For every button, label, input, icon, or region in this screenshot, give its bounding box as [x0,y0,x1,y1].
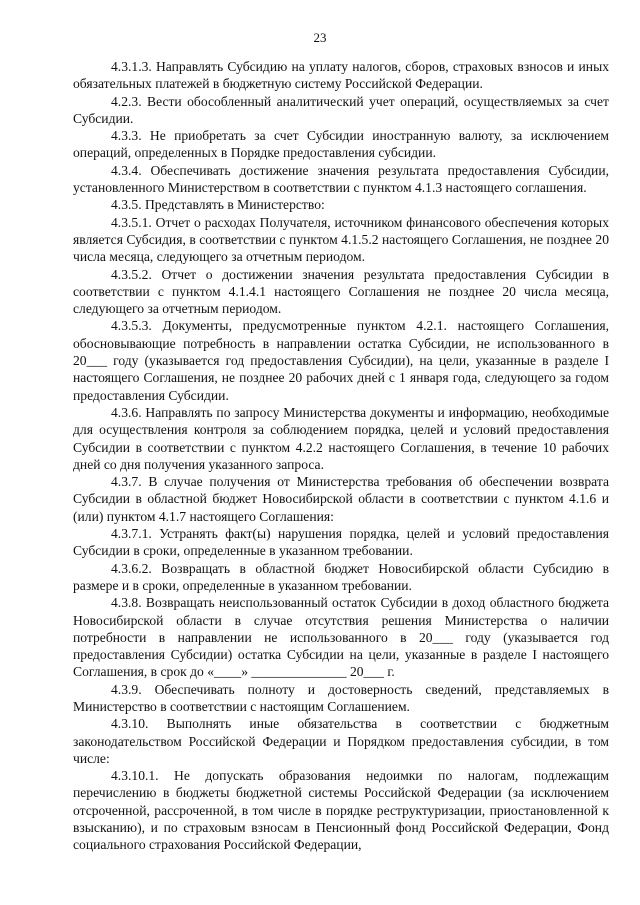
paragraph-4-3-10: 4.3.10. Выполнять иные обязательства в соответствии с бюджетным законодательством Российской Федерации и Порядком предоставления субсидии, в том числе: [73,716,609,766]
paragraph-4-3-5-1: 4.3.5.1. Отчет о расходах Получателя, источником финансового обеспечения которых является Субсидия, в соответствии с пунктом 4.1.5.2 настоящего Соглашения, не позднее 20 числа месяца, следующего за отчетным периодом. [73,214,609,265]
paragraph-4-3-3: 4.3.3. Не приобретать за счет Субсидии иностранную валюту, за исключением операций, определенных в Порядке предоставления субсидии. [73,128,609,161]
page-number: 23 [313,30,327,45]
paragraph-4-3-6: 4.3.6. Направлять по запросу Министерства документы и информацию, необходимые для осуществления контроля за соблюдением порядка, целей и условий предоставления Субсидии в соответствии с пунктом 4.2.2 настоящего Соглашения, в течение 10 рабочих дней со дня получения указанного запроса. [73,404,609,472]
paragraph-4-3-5-3: 4.3.5.3. Документы, предусмотренные пунктом 4.2.1. настоящего Соглашения, обосновывающие потребность в направлении остатка Субсидии, не использованного в 20___ году (указывается год предоставления Субсидии), на цели, указанные в разделе I настоящего Соглашения, не позднее 20 рабочих дней с 1 января года, следующего за годом предоставления Субсидии. [73,318,609,403]
paragraph-4-2-3: 4.2.3. Вести обособленный аналитический учет операций, осуществляемых за счет Субсидии. [73,93,609,126]
paragraph-4-3-6-2: 4.3.6.2. Возвращать в областной бюджет Новосибирской области Субсидию в размере и в сроки, определенные в указанном требовании. [73,560,609,593]
paragraph-4-3-9: 4.3.9. Обеспечивать полноту и достоверность сведений, представляемых в Министерство в соответствии с настоящим Соглашением. [73,681,609,714]
paragraph-4-3-10-1: 4.3.10.1. Не допускать образования недоимки по налогам, подлежащим перечислению в бюджеты бюджетной системы Российской Федерации (за исключением отсроченной, рассроченной, в том числе в порядке реструктуризации, приостановленной к взысканию), и по страховым взносам в Пенсионный фонд Российской Федерации, Фонд социального страхования Российской Федерации, [73,768,609,853]
paragraph-4-3-8: 4.3.8. Возвращать неиспользованный остаток Субсидии в доход областного бюджета Новосибирской области в случае отсутствия решения Министерства о наличии потребности в направлении не использованного в 20___ году (указывается год предоставления Субсидии) остатка Субсидии на цели, указанные в разделе I настоящего Соглашения, в срок до «____» ______________ 20___ г. [73,595,609,680]
paragraph-4-3-4: 4.3.4. Обеспечивать достижение значения результата предоставления Субсидии, установленного Министерством в соответствии с пунктом 4.1.3 настоящего соглашения. [73,162,609,196]
paragraph-4-3-5-2: 4.3.5.2. Отчет о достижении значения результата предоставления Субсидии в соответствии с пунктом 4.1.4.1 настоящего Соглашения не позднее 20 числа месяца, следующего за отчетным периодом. [73,266,609,317]
paragraph-4-3-5: 4.3.5. Представлять в Министерство: [111,197,325,213]
paragraph-4-3-1-3: 4.3.1.3. Направлять Субсидию на уплату налогов, сборов, страховых взносов и иных обязательных платежей в бюджетную систему Российской Федерации. [73,59,609,92]
document-body [73,58,609,854]
paragraph-4-3-7-1: 4.3.7.1. Устранять факт(ы) нарушения порядка, целей и условий предоставления Субсидии в сроки, определенные в указанном требовании. [73,526,609,559]
paragraph-4-3-7: 4.3.7. В случае получения от Министерства требования об обеспечении возврата Субсидии в областной бюджет Новосибирской области в соответствии с пунктом 4.1.6 и (или) пунктом 4.1.7 настоящего Соглашения: [73,474,609,524]
